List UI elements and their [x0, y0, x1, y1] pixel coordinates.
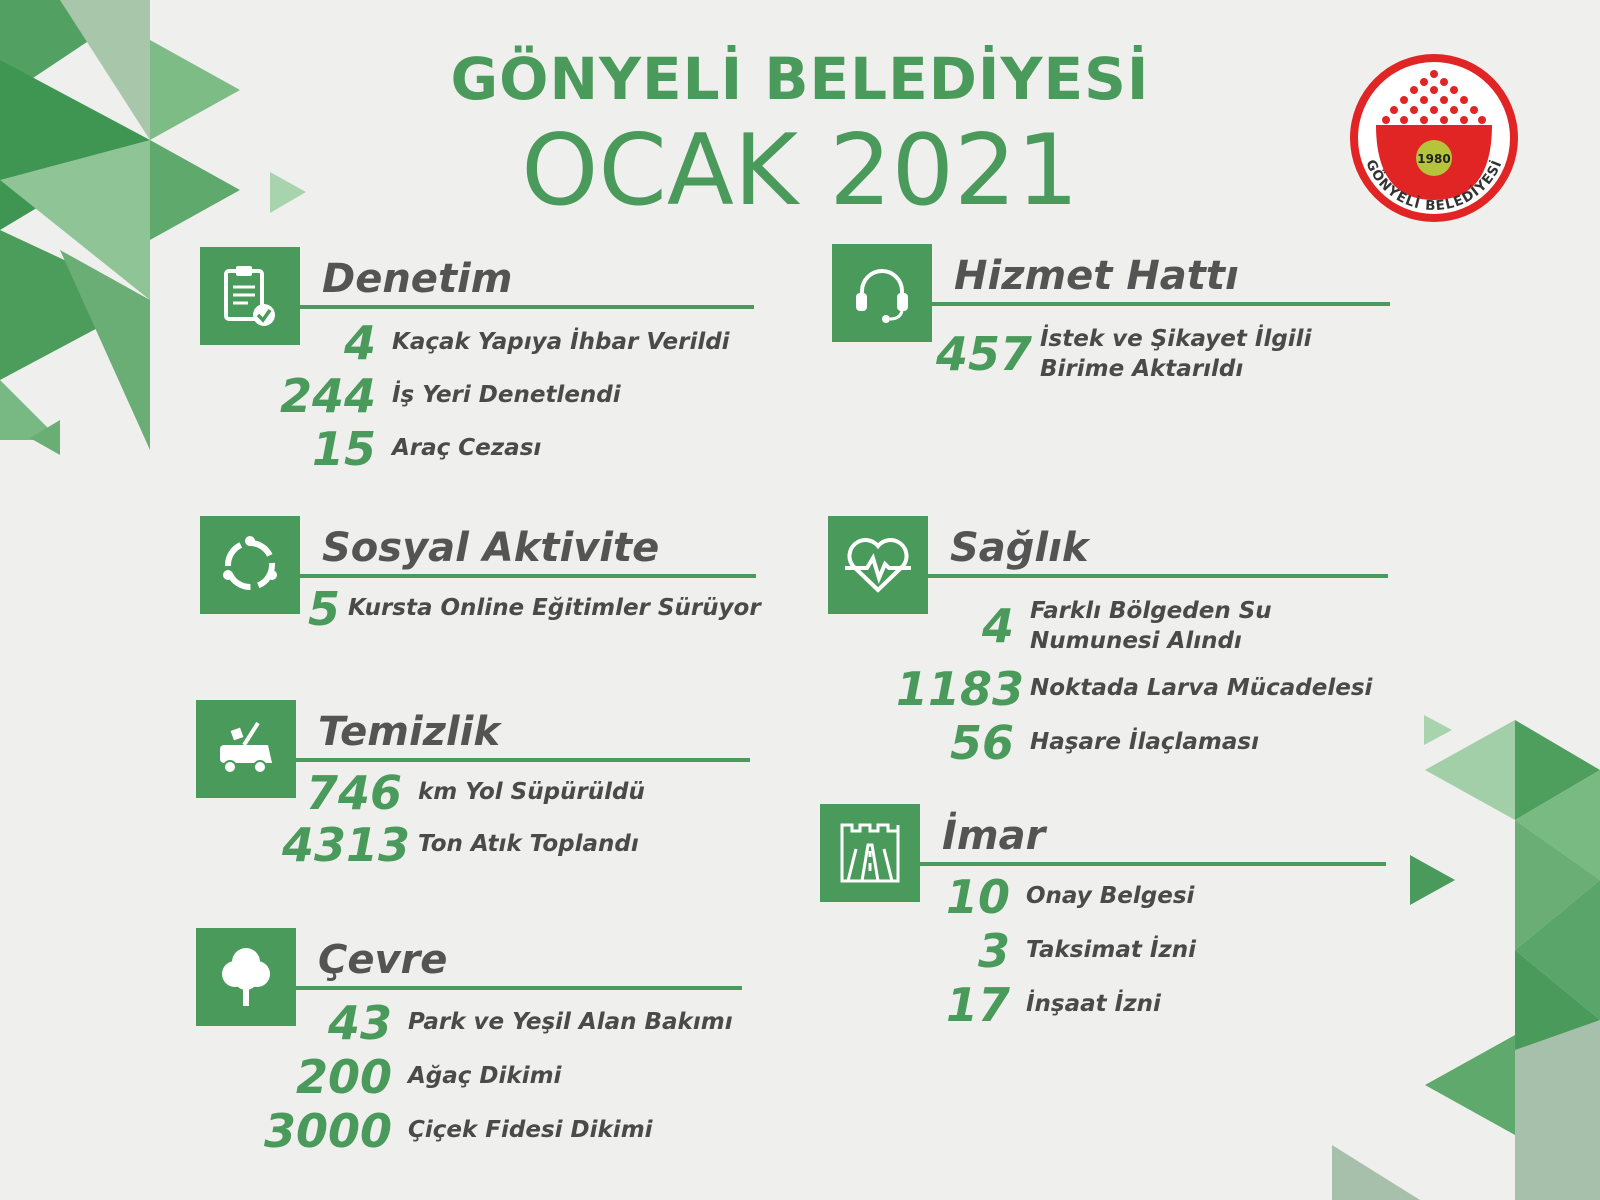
section-hizmet-title: Hizmet Hattı — [954, 253, 1239, 299]
stat-value: 10 — [945, 870, 1010, 924]
section-temizlik-title: Temizlik — [318, 709, 500, 755]
logo-ring-text: GÖNYELİ BELEDİYESİ — [1362, 157, 1506, 215]
stat-value: 4 — [343, 316, 376, 370]
stat-value: 244 — [279, 369, 376, 423]
stat-label-line1: İstek ve Şikayet İlgili — [1040, 326, 1312, 352]
stat-row — [910, 324, 1311, 384]
stat-label: Noktada Larva Mücadelesi — [1030, 675, 1373, 702]
stat-row — [896, 596, 1272, 656]
right-triangle-cluster — [1332, 715, 1600, 1200]
section-sosyal-title: Sosyal Aktivite — [322, 525, 660, 571]
stat-label: Ağaç Dikimi — [408, 1063, 562, 1090]
municipality-logo — [1346, 50, 1522, 226]
stat-label: Park ve Yeşil Alan Bakımı — [408, 1009, 733, 1036]
stat-label: Onay Belgesi — [1026, 883, 1195, 910]
stat-label: Araç Cezası — [392, 435, 542, 462]
stat-value: 746 — [305, 766, 402, 820]
stat-value: 17 — [945, 978, 1010, 1032]
stat-label: Çiçek Fidesi Dikimi — [408, 1117, 653, 1144]
stat-label-line1: Farklı Bölgeden Su — [1030, 598, 1272, 624]
stat-value: 3000 — [263, 1104, 392, 1158]
street-sweeper-icon — [214, 719, 278, 779]
header-period: OCAK 2021 — [521, 114, 1079, 228]
stat-label — [1040, 324, 1311, 384]
stat-row — [296, 582, 761, 636]
stat-label: Kaçak Yapıya İhbar Verildi — [392, 329, 730, 356]
section-imar-divider — [920, 862, 1386, 866]
stat-label-line2: Numunesi Alındı — [1030, 628, 1242, 654]
section-hizmet-divider — [932, 302, 1390, 306]
headset-icon — [850, 261, 914, 325]
stat-row — [256, 369, 621, 423]
stat-label: İş Yeri Denetlendi — [392, 382, 621, 409]
stat-row — [896, 662, 1373, 716]
header-organization-name: GÖNYELİ BELEDİYESİ — [450, 45, 1150, 113]
stat-row — [896, 716, 1259, 770]
stat-label: Haşare İlaçlaması — [1030, 729, 1259, 756]
section-denetim-title: Denetim — [322, 256, 513, 302]
stat-row — [244, 996, 733, 1050]
stat-value: 457 — [935, 327, 1032, 381]
section-sosyal-icon-box — [200, 516, 300, 614]
stat-row — [890, 924, 1197, 978]
section-imar-title: İmar — [942, 813, 1046, 859]
stat-value: 4313 — [282, 818, 411, 872]
stat-label: Kursta Online Eğitimler Sürüyor — [348, 595, 761, 622]
stat-row — [890, 870, 1195, 924]
stat-value: 3 — [977, 924, 1010, 978]
community-circle-icon — [218, 533, 282, 597]
stat-row — [282, 818, 639, 872]
section-cevre-title: Çevre — [318, 937, 448, 983]
stat-row — [244, 1050, 562, 1104]
stat-value: 200 — [295, 1050, 392, 1104]
stat-value: 43 — [327, 996, 392, 1050]
section-saglik-title: Sağlık — [950, 525, 1089, 571]
stat-row — [256, 422, 542, 476]
section-temizlik-icon-box — [196, 700, 296, 798]
stat-label: İnşaat İzni — [1026, 991, 1161, 1018]
stat-row — [256, 316, 730, 370]
stat-value: 5 — [307, 582, 340, 636]
stat-value: 4 — [981, 599, 1014, 653]
stat-label — [1030, 596, 1272, 656]
stat-value: 1183 — [896, 662, 1025, 716]
stat-row — [890, 978, 1161, 1032]
stat-row — [282, 766, 645, 820]
section-cevre-divider — [296, 986, 742, 990]
section-denetim-divider — [300, 305, 754, 309]
stat-label-line2: Birime Aktarıldı — [1040, 356, 1244, 382]
stat-row — [244, 1104, 653, 1158]
section-sosyal-divider — [300, 574, 756, 578]
section-temizlik-divider — [296, 758, 750, 762]
heartbeat-icon — [843, 534, 913, 596]
stat-label: km Yol Süpürüldü — [418, 779, 645, 806]
stat-value: 56 — [949, 716, 1014, 770]
stat-label: Taksimat İzni — [1026, 937, 1197, 964]
stat-value: 15 — [311, 422, 376, 476]
stat-label: Ton Atık Toplandı — [418, 831, 639, 858]
section-saglik-divider — [928, 574, 1388, 578]
logo-year: 1980 — [1417, 152, 1451, 166]
